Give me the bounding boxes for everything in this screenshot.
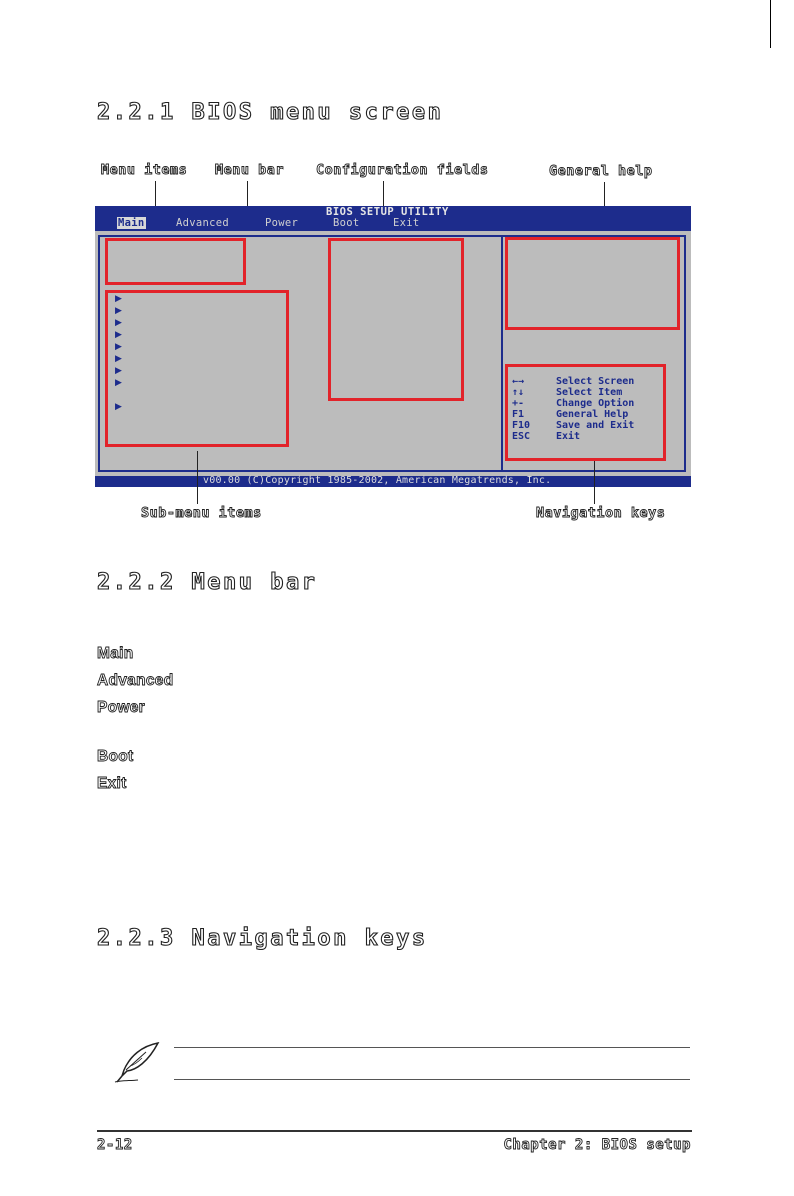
nav-key-row: ↑↓ Select Item (512, 387, 623, 398)
menu-bar-item-boot: Boot (97, 748, 134, 765)
note-rule-top (174, 1047, 690, 1048)
note-rule-bottom (174, 1079, 690, 1080)
leader-navigation-keys (594, 461, 595, 504)
crop-mark (770, 0, 771, 48)
menu-bar-item-exit: Exit (97, 775, 127, 792)
callout-configuration-fields: Configuration fields (316, 162, 489, 178)
menu-bar-item-power: Power (97, 699, 146, 716)
nav-key-row: F1 General Help (512, 409, 629, 420)
bios-menu-advanced[interactable]: Advanced (176, 217, 229, 229)
footer-rule (97, 1130, 692, 1132)
leader-menu-bar (247, 181, 248, 209)
section-title-menu-bar: 2.2.2 Menu bar (97, 570, 318, 595)
section-title-bios-menu-screen: 2.2.1 BIOS menu screen (97, 100, 444, 125)
menu-bar-item-main: Main (97, 645, 134, 662)
footer-page-number: 2-12 (97, 1137, 133, 1153)
nav-key-row: ←→ Select Screen (512, 376, 635, 387)
bios-title: BIOS SETUP UTILITY (326, 206, 449, 218)
nav-key-row: F10 Save and Exit (512, 420, 635, 431)
menu-bar-item-advanced: Advanced (97, 672, 174, 689)
submenu-arrow-icon: ▶ (115, 402, 122, 412)
feather-pen-icon (112, 1040, 164, 1084)
footer-chapter: Chapter 2: BIOS setup (503, 1137, 691, 1153)
callout-submenu-items: Sub-menu items (141, 505, 262, 521)
bios-copyright: v00.00 (C)Copyright 1985-2002, American Megatrends, Inc. (203, 475, 552, 486)
highlight-configuration-fields (328, 238, 464, 401)
leader-submenu-items (197, 451, 198, 504)
bios-menu-power[interactable]: Power (265, 217, 299, 229)
submenu-arrow-icons: ▶ ▶ ▶ ▶ ▶ ▶ ▶ ▶ (115, 294, 122, 388)
highlight-menu-items (105, 238, 246, 285)
callout-menu-bar: Menu bar (215, 162, 285, 178)
bios-menu-main[interactable]: Main (118, 217, 145, 229)
bios-screen (95, 206, 691, 487)
highlight-general-help (505, 237, 680, 330)
callout-menu-items: Menu items (101, 162, 188, 178)
bios-menu-boot[interactable]: Boot (333, 217, 360, 229)
callout-general-help: General help (549, 163, 653, 179)
bios-help-divider (501, 235, 503, 472)
bios-menu-exit[interactable]: Exit (393, 217, 420, 229)
nav-key-row: +- Change Option (512, 398, 635, 409)
nav-key-row: ESC Exit (512, 431, 581, 442)
highlight-submenu-items (105, 290, 289, 447)
callout-navigation-keys: Navigation keys (536, 505, 666, 521)
bios-navigation-keys (512, 376, 634, 442)
section-title-navigation-keys: 2.2.3 Navigation keys (97, 926, 428, 951)
